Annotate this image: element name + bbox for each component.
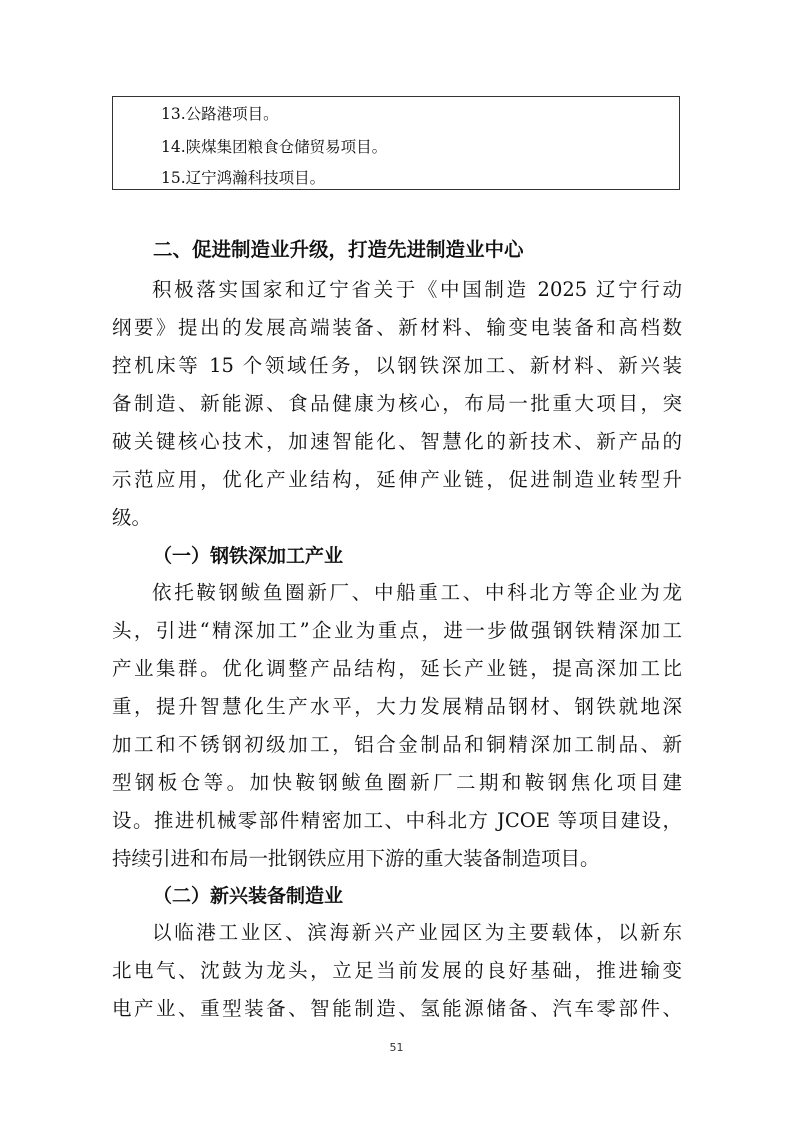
paragraph-line: 加工和不锈钢初级加工，铝合金制品和铜精深加工制品、新 xyxy=(112,733,682,756)
subsection-heading: （一）钢铁深加工产业 xyxy=(153,545,344,567)
paragraph-line: 持续引进和布局一批钢铁应用下游的重大装备制造项目。 xyxy=(112,847,600,870)
paragraph-line: 以临港工业区、滨海新兴产业园区为主要载体，以新东 xyxy=(152,921,682,944)
paragraph-line: 依托鞍钢鲅鱼圈新厂、中船重工、中科北方等企业为龙 xyxy=(152,581,682,604)
list-item: 13.公路港项目。 xyxy=(161,105,279,123)
subsection-heading: （二）新兴装备制造业 xyxy=(153,885,344,907)
paragraph-line: 备制造、新能源、食品健康为核心，布局一批重大项目，突 xyxy=(112,392,682,415)
paragraph-line: 电产业、重型装备、智能制造、氢能源储备、汽车零部件、 xyxy=(112,997,682,1020)
paragraph-line: 重，提升智慧化生产水平，大力发展精品钢材、钢铁就地深 xyxy=(112,695,682,718)
project-list-box xyxy=(112,96,680,190)
list-item: 15.辽宁鸿瀚科技项目。 xyxy=(161,169,326,187)
paragraph-line: 级。 xyxy=(112,506,152,529)
paragraph-line: 型钢板仓等。加快鞍钢鲅鱼圈新厂二期和鞍钢焦化项目建 xyxy=(112,771,682,794)
section-heading: 二、促进制造业升级，打造先进制造业中心 xyxy=(153,238,524,261)
list-item: 14.陕煤集团粮食仓储贸易项目。 xyxy=(161,138,388,156)
paragraph-line: 破关键核心技术，加速智能化、智慧化的新技术、新产品的 xyxy=(112,430,682,453)
paragraph-line: 设。推进机械零部件精密加工、中科北方 JCOE 等项目建设， xyxy=(112,809,682,832)
paragraph-line: 纲要》提出的发展高端装备、新材料、输变电装备和高档数 xyxy=(112,316,682,339)
paragraph-line: 示范应用，优化产业结构，延伸产业链，促进制造业转型升 xyxy=(112,468,682,491)
paragraph-line: 北电气、沈鼓为龙头，立足当前发展的良好基础，推进输变 xyxy=(112,959,682,982)
paragraph-line: 控机床等 15 个领域任务，以钢铁深加工、新材料、新兴装 xyxy=(112,354,682,377)
page-number: 51 xyxy=(389,1041,404,1054)
paragraph-line: 积极落实国家和辽宁省关于《中国制造 2025 辽宁行动 xyxy=(152,278,682,301)
paragraph-line: 头，引进“精深加工”企业为重点，进一步做强钢铁精深加工 xyxy=(112,619,682,642)
paragraph-line: 产业集群。优化调整产品结构，延长产业链，提高深加工比 xyxy=(112,657,682,680)
